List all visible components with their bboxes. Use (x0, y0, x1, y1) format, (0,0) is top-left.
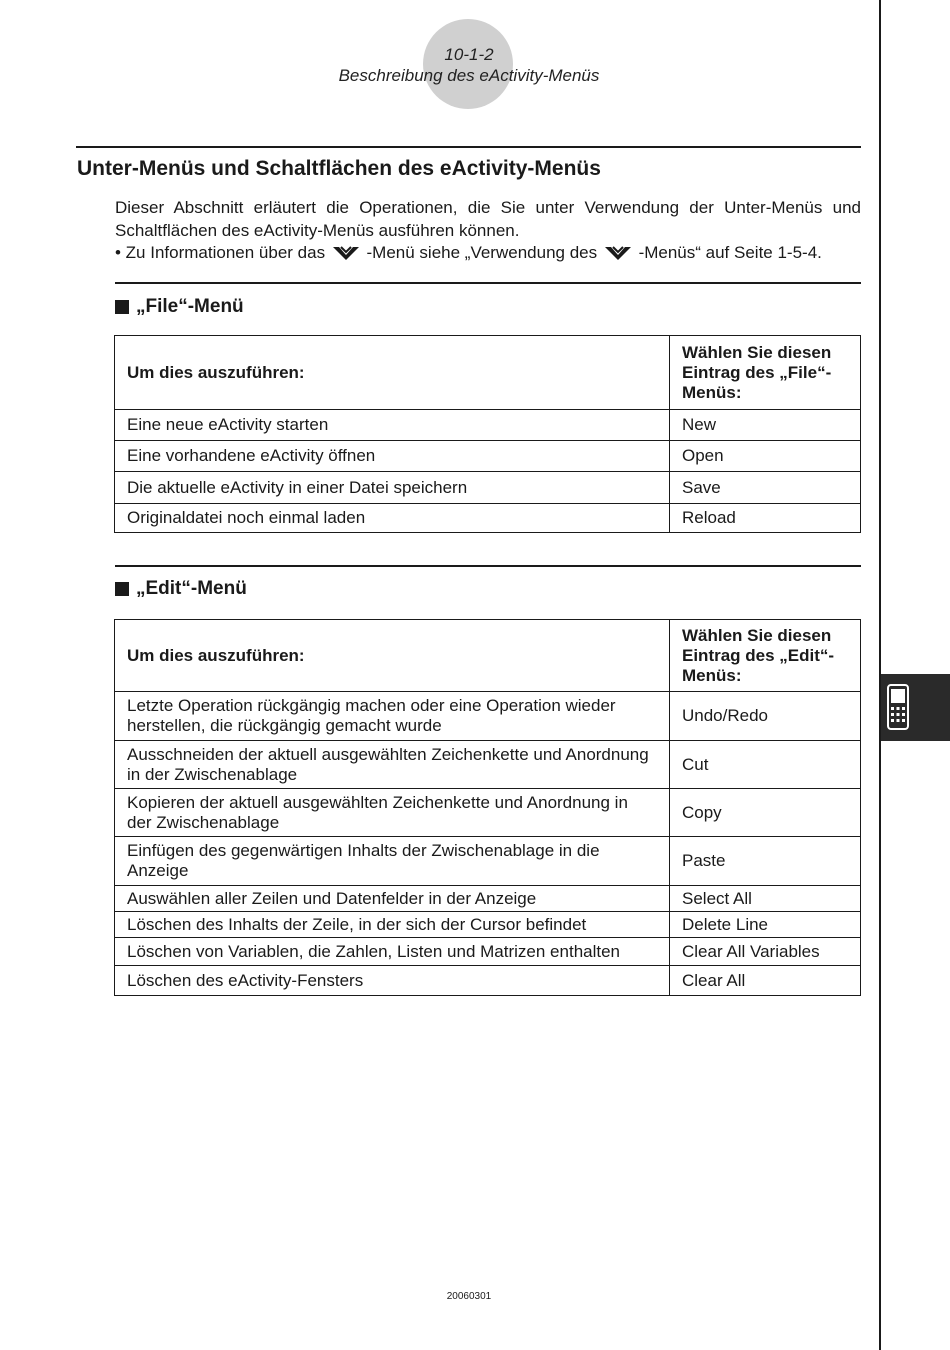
file-menu-table (114, 335, 861, 533)
table-row (115, 741, 861, 789)
header-menu-item: Wählen Sie diesen Eintrag des „Edit“-Menüs: (670, 620, 861, 692)
table-row (115, 472, 861, 504)
action-cell: Löschen von Variablen, die Zahlen, Listen und Matrizen enthalten (115, 938, 670, 966)
file-menu-heading (115, 296, 244, 318)
table-row (115, 966, 861, 996)
action-cell: Auswählen aller Zeilen und Datenfelder in der Anzeige (115, 886, 670, 912)
menu-item-cell: Cut (670, 741, 861, 789)
chapter-side-tab (881, 674, 950, 741)
table-row (115, 504, 861, 533)
edit-section-rule (115, 565, 861, 567)
menu-item-cell: Select All (670, 886, 861, 912)
footer-code: 20060301 (446, 1291, 492, 1302)
page-number: 10-1-2 (444, 45, 494, 64)
menu-dropdown-icon (604, 245, 632, 261)
menu-item-cell: Delete Line (670, 912, 861, 938)
menu-item-cell: Copy (670, 789, 861, 837)
action-cell: Eine neue eActivity starten (115, 410, 670, 441)
table-row (115, 789, 861, 837)
menu-item-cell: Paste (670, 837, 861, 886)
table-row (115, 837, 861, 886)
action-cell: Eine vorhandene eActivity öffnen (115, 441, 670, 472)
menu-item-cell: Clear All (670, 966, 861, 996)
section-top-rule (76, 146, 861, 148)
menu-dropdown-icon (332, 245, 360, 261)
file-menu-heading-text: „File“-Menü (136, 296, 244, 317)
file-section-rule (115, 282, 861, 284)
bullet-text-1: • Zu Informationen über das (115, 243, 330, 262)
header-menu-item: Wählen Sie diesen Eintrag des „File“-Menüs: (670, 336, 861, 410)
edit-menu-heading-text: „Edit“-Menü (136, 578, 247, 599)
menu-item-cell: New (670, 410, 861, 441)
table-header-row (115, 620, 861, 692)
table-row (115, 692, 861, 741)
table-row (115, 410, 861, 441)
menu-item-cell: Clear All Variables (670, 938, 861, 966)
action-cell: Kopieren der aktuell ausgewählten Zeichenkette und Anordnung in der Zwischenablage (115, 789, 670, 837)
section-title: Unter-Menüs und Schaltflächen des eActivity-Menüs (77, 157, 601, 180)
table-header-row (115, 336, 861, 410)
menu-item-cell: Open (670, 441, 861, 472)
menu-item-cell: Save (670, 472, 861, 504)
action-cell: Löschen des eActivity-Fensters (115, 966, 670, 996)
edit-menu-heading (115, 578, 247, 600)
calculator-icon (886, 683, 910, 731)
action-cell: Letzte Operation rückgängig machen oder eine Operation wieder herstellen, die rückgängig gemacht wurde (115, 692, 670, 741)
header-action: Um dies auszuführen: (115, 336, 670, 410)
page-subtitle: Beschreibung des eActivity-Menüs (338, 66, 600, 85)
table-row (115, 938, 861, 966)
square-bullet-icon (115, 582, 129, 596)
table-row (115, 441, 861, 472)
table-row (115, 912, 861, 938)
menu-item-cell: Undo/Redo (670, 692, 861, 741)
table-row (115, 886, 861, 912)
action-cell: Ausschneiden der aktuell ausgewählten Zeichenkette und Anordnung in der Zwischenablage (115, 741, 670, 789)
bullet-text-3: -Menüs“ auf Seite 1-5-4. (633, 243, 822, 262)
bullet-reference (115, 242, 875, 264)
action-cell: Die aktuelle eActivity in einer Datei speichern (115, 472, 670, 504)
action-cell: Originaldatei noch einmal laden (115, 504, 670, 533)
menu-item-cell: Reload (670, 504, 861, 533)
edit-menu-table (114, 619, 861, 996)
header-action: Um dies auszuführen: (115, 620, 670, 692)
bullet-text-2: -Menü siehe „Verwendung des (361, 243, 602, 262)
intro-paragraph: Dieser Abschnitt erläutert die Operationen, die Sie unter Verwendung der Unter-Menüs und Schaltflächen des eActivity-Menüs ausführen können. (115, 198, 861, 240)
square-bullet-icon (115, 300, 129, 314)
action-cell: Löschen des Inhalts der Zeile, in der sich der Cursor befindet (115, 912, 670, 938)
action-cell: Einfügen des gegenwärtigen Inhalts der Zwischenablage in die Anzeige (115, 837, 670, 886)
